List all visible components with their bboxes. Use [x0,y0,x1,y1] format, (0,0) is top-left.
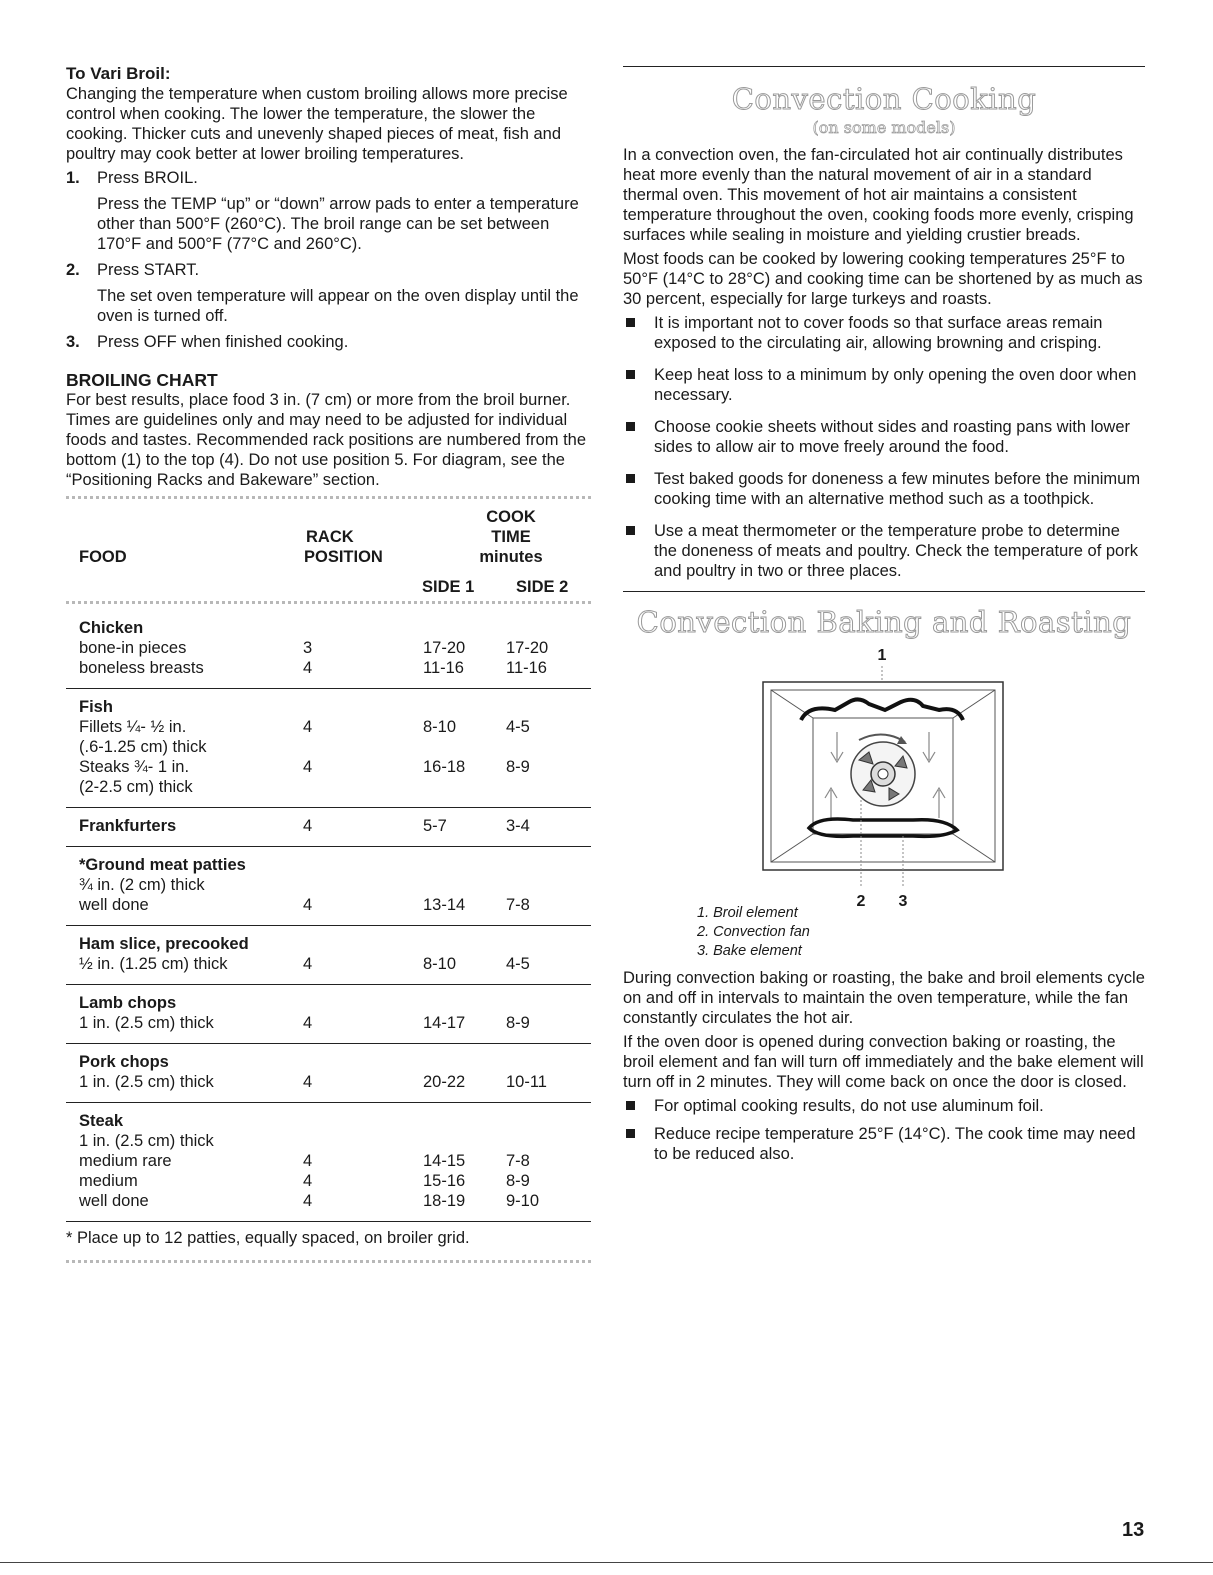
page-number: 13 [1122,1519,1145,1541]
list-item-text: Use a meat thermometer or the temperature probe to determine the doneness of meats and poultry. Check the temperature of pork and poultry in two or three places. [654,522,1138,580]
convection-tips [623,313,1145,581]
header-rack-line: RACK [306,528,354,546]
table-row [66,1013,591,1033]
food-cell: Steaks ¾- 1 in. [79,758,190,776]
rack-cell: 4 [303,659,313,677]
side1-cell: 15-16 [423,1172,466,1190]
callout-label-2: 2 [856,893,866,910]
side1-cell: 11-16 [423,659,464,677]
side2-cell: 11-16 [506,659,547,677]
callout-label-1: 1 [877,647,887,664]
side1-cell: 14-17 [423,1014,466,1032]
step-detail: Press the TEMP “up” or “down” arrow pads to enter a temperature other than 500°F (260°C). The broil range can be set between 170°F and 500°F (77°C and 260°C). [97,195,579,253]
table-group [66,689,591,807]
food-cell: 1 in. (2.5 cm) thick [79,1132,214,1150]
rack-cell: 4 [303,1014,313,1032]
table-body [66,608,591,1221]
step-number: 2. [66,261,80,279]
table-footnote: * Place up to 12 patties, equally spaced, on broiler grid. [66,1229,470,1247]
side1-cell: 17-20 [423,639,466,657]
bullet-icon [626,1129,635,1138]
convection-p1: In a convection oven, the fan-circulated hot air continually distributes heat more evenly than the natural movement of air in a standard thermal oven. This movement of hot air maintains a consistent temperature throughout the oven, cooking foods more evenly, crisping surfaces while sealing in moisture and yielding crustier breads. [623,146,1134,244]
table-row [66,1072,591,1092]
divider [66,1221,591,1222]
rack-cell: 4 [303,896,313,914]
list-item [623,417,1145,457]
right-column [623,66,1145,1176]
step-3 [66,332,591,352]
table-row [66,777,591,797]
table-group [66,1044,591,1102]
step-1 [66,168,591,254]
list-item-text: Keep heat loss to a minimum by only opening the oven door when necessary. [654,366,1137,404]
food-cell: Fillets ¼- ½ in. [79,718,187,736]
footer-rule [0,1562,1213,1563]
list-item [623,1124,1145,1164]
header-cook-line: COOK [486,508,536,526]
list-item [623,313,1145,353]
table-group [66,926,591,984]
table-row [66,895,591,915]
food-group-name: Chicken [79,619,144,637]
side1-cell: 16-18 [423,758,466,776]
step-text: Press BROIL. [97,169,198,187]
divider [66,496,591,503]
step-number: 3. [66,333,80,351]
bullet-icon [626,370,635,379]
legend-item: 2. Convection fan [697,924,810,940]
rack-cell: 4 [303,1192,313,1210]
convection-baking-p2: If the oven door is opened during convection baking or roasting, the broil element and fan will turn off immediately and the bake element will turn off in 2 minutes. They will come back on once the door is closed. [623,1033,1144,1091]
table-group [66,985,591,1043]
food-group-name: *Ground meat patties [79,856,246,874]
diagram-legend [697,904,810,961]
divider [66,601,591,608]
side1-cell: 13-14 [423,896,466,914]
side1-cell: 8-10 [423,955,457,973]
step-2 [66,260,591,326]
table-row [66,1151,591,1171]
side2-cell: 17-20 [506,639,549,657]
bullet-icon [626,422,635,431]
food-cell: bone-in pieces [79,639,187,657]
header-food: FOOD [79,548,127,566]
header-cook-time [421,507,601,567]
header-side-2: SIDE 2 [516,578,569,596]
divider [623,591,1145,592]
side2-cell: 8-9 [506,1172,530,1190]
convection-baking-p1: During convection baking or roasting, the bake and broil elements cycle on and off in intervals to maintain the oven temperature, while the fan constantly circulates the hot air. [623,969,1145,1027]
table-row [66,875,591,895]
food-group-name: Lamb chops [79,994,177,1012]
side2-cell: 4-5 [506,718,530,736]
header-minutes-line: minutes [479,548,543,566]
table-row [66,737,591,757]
oven-illustration [623,640,1145,940]
side2-cell: 4-5 [506,955,530,973]
bullet-icon [626,1101,635,1110]
table-row [66,954,591,974]
side2-cell: 8-9 [506,1014,530,1032]
food-cell: medium [79,1172,138,1190]
vari-broil-steps [66,168,591,352]
legend-item: 1. Broil element [697,905,798,921]
list-item [623,469,1145,509]
rack-cell: 4 [303,955,313,973]
step-text: Press OFF when finished cooking. [97,333,349,351]
list-item-text: For optimal cooking results, do not use aluminum foil. [654,1097,1044,1115]
food-group-name: Steak [79,1112,124,1130]
rack-cell: 4 [303,1073,313,1091]
side1-cell: 8-10 [423,718,457,736]
table-group [66,608,591,688]
list-item [623,1096,1145,1116]
table-row [66,658,591,678]
rack-cell: 4 [303,718,313,736]
broiling-chart-intro: For best results, place food 3 in. (7 cm) or more from the broil burner. Times are guidelines only and may need to be adjusted for individual foods and tastes. Recommended rack positions are numbered from the bottom (1) to the top (4). Do not use position 5. For diagram, see the “Positioning Racks and Bakeware” section. [66,391,587,489]
side2-cell: 3-4 [506,817,530,835]
table-row [66,638,591,658]
divider [66,1260,591,1267]
rack-cell: 4 [303,1172,313,1190]
side2-cell: 8-9 [506,758,530,776]
list-item-text: Choose cookie sheets without sides and roasting pans with lower sides to allow air to move freely around the food. [654,418,1131,456]
bullet-icon [626,474,635,483]
list-item-text: It is important not to cover foods so that surface areas remain exposed to the circulating air, allowing browning and crisping. [654,314,1103,352]
header-side-1: SIDE 1 [422,578,475,596]
table-group [66,1103,591,1221]
table-header [66,503,591,601]
legend-item: 3. Bake element [697,943,802,959]
side1-cell: 20-22 [423,1073,466,1091]
convection-cooking-title: Convection Cooking [731,82,1037,116]
table-row [66,1171,591,1191]
broiling-chart-title: BROILING CHART [66,370,218,390]
food-cell: medium rare [79,1152,172,1170]
food-cell: 1 in. (2.5 cm) thick [79,1014,214,1032]
convection-p2: Most foods can be cooked by lowering cooking temperatures 25°F to 50°F (14°C to 28°C) and cooking time can be shortened by as much as 30 percent, especially for large turkeys and roasts. [623,250,1143,308]
divider [623,66,1145,67]
left-column [66,64,591,1267]
food-cell: Frankfurters [79,817,177,835]
header-position-line: POSITION [304,548,383,566]
side2-cell: 7-8 [506,896,530,914]
food-cell: well done [79,1192,149,1210]
list-item-text: Test baked goods for doneness a few minutes before the minimum cooking time with an alternative method such as a toothpick. [654,470,1141,508]
convection-baking-tips [623,1096,1145,1164]
table-group [66,847,591,925]
oven-diagram [623,640,1145,960]
convection-baking-title: Convection Baking and Roasting [636,605,1132,639]
side2-cell: 7-8 [506,1152,530,1170]
food-group-name: Fish [79,698,113,716]
food-cell: boneless breasts [79,659,204,677]
list-item-text: Reduce recipe temperature 25°F (14°C). The cook time may need to be reduced also. [654,1125,1136,1163]
table-row [66,757,591,777]
rack-cell: 4 [303,1152,313,1170]
food-cell: ½ in. (1.25 cm) thick [79,955,228,973]
food-cell: ¾ in. (2 cm) thick [79,876,205,894]
convection-cooking-subtitle: (on some models) [812,118,956,137]
table-row [66,1131,591,1151]
callout-label-3: 3 [898,893,908,910]
step-detail: The set oven temperature will appear on the oven display until the oven is turned off. [97,287,579,325]
table-row [66,816,591,836]
list-item [623,365,1145,405]
vari-broil-heading: To Vari Broil: [66,64,171,83]
header-time-line: TIME [491,528,531,546]
food-cell: (.6-1.25 cm) thick [79,738,207,756]
table-group [66,808,591,846]
step-number: 1. [66,169,80,187]
side1-cell: 14-15 [423,1152,466,1170]
food-cell: well done [79,896,149,914]
food-group-name: Ham slice, precooked [79,935,249,953]
food-cell: 1 in. (2.5 cm) thick [79,1073,214,1091]
step-text: Press START. [97,261,200,279]
header-rack-position [304,527,383,567]
side2-cell: 10-11 [506,1073,547,1091]
vari-broil-intro: Changing the temperature when custom broiling allows more precise control when cooking. The lower the temperature, the slower the cooking. Thicker cuts and unevenly shaped pieces of meat, fish and poultry may cook better at lower broiling temperatures. [66,85,568,163]
bullet-icon [626,318,635,327]
bullet-icon [626,526,635,535]
rack-cell: 4 [303,758,313,776]
side1-cell: 18-19 [423,1192,466,1210]
side2-cell: 9-10 [506,1192,540,1210]
side1-cell: 5-7 [423,817,447,835]
food-cell: (2-2.5 cm) thick [79,778,193,796]
food-group-name: Pork chops [79,1053,169,1071]
table-row [66,717,591,737]
rack-cell: 3 [303,639,313,657]
rack-cell: 4 [303,817,313,835]
table-row [66,1191,591,1211]
list-item [623,521,1145,581]
